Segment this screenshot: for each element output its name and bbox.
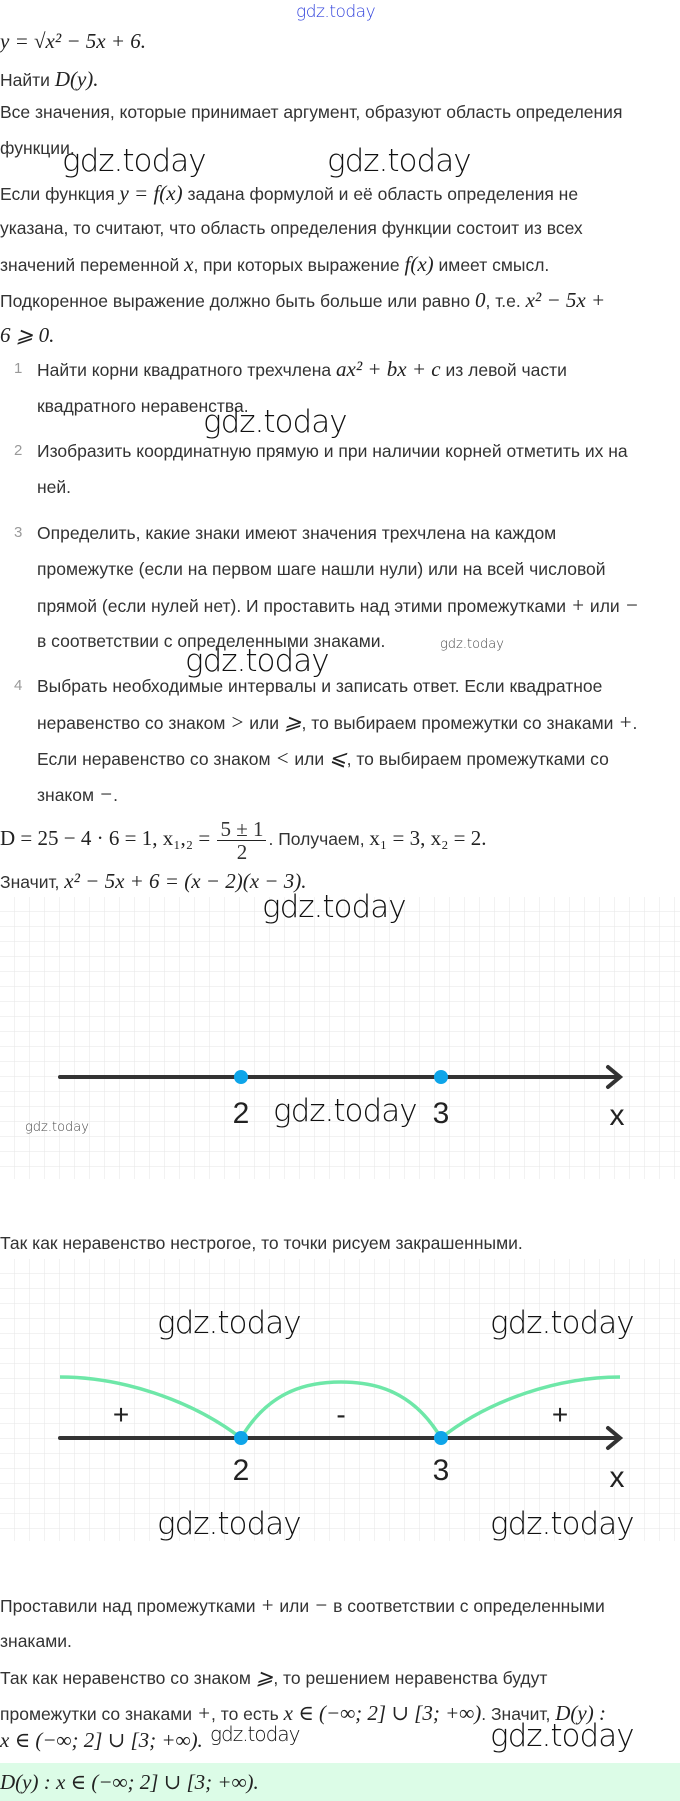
math-expression: x ∈ (−∞; 2] ∪ [3; +∞)	[283, 1701, 482, 1725]
watermark: gdz.today	[62, 143, 206, 179]
step-number: 4	[14, 677, 23, 694]
point-label: 3	[432, 1097, 450, 1130]
number-line-graph-1	[0, 897, 680, 1179]
math-expression: <	[275, 746, 290, 770]
step-text-line	[37, 711, 637, 734]
math-expression: ⩾	[255, 1665, 274, 1689]
explanation-line	[0, 217, 583, 239]
fraction-denominator: 2	[236, 840, 248, 864]
watermark: gdz.today	[273, 1093, 417, 1129]
text: ней.	[37, 477, 72, 497]
conclusion-line	[0, 1630, 72, 1652]
watermark: gdz.today	[440, 637, 504, 652]
math-expression: >	[230, 710, 245, 734]
text: прямой (если нулей нет). И проставить над этими промежутками	[37, 596, 571, 616]
text: неравенство со знаком	[37, 713, 231, 733]
step-text-line	[37, 558, 606, 580]
math-expression: D(y) :	[555, 1701, 606, 1725]
text: .	[632, 713, 638, 733]
sign-label: -	[336, 1399, 346, 1430]
discriminant-formula: D = 25 − 4 · 6 = 1, x₁,₂ =	[0, 826, 216, 851]
answer-text	[0, 1771, 259, 1794]
text: Все значения, которые принимает аргумент, образуют область определения	[0, 102, 623, 122]
conclusion-line	[0, 1666, 547, 1689]
text: Так как неравенство нестрогое, то точки рисуем закрашенными.	[0, 1233, 523, 1253]
text: , то есть	[211, 1704, 284, 1724]
math-expression: −	[624, 593, 639, 617]
math-expression: −	[98, 782, 114, 806]
point-label: 3	[432, 1454, 450, 1487]
text: функции.	[0, 138, 75, 158]
watermark: gdz.today	[490, 1506, 634, 1542]
text: .	[113, 785, 118, 805]
text: , то выбираем промежутками со	[346, 749, 609, 769]
text: квадратного неравенства.	[37, 396, 249, 416]
step-number: 2	[14, 442, 23, 459]
text: Проставили над промежутками	[0, 1596, 261, 1616]
text: Если неравенство со знаком	[37, 749, 276, 769]
text: из левой части	[440, 360, 567, 380]
step-text-line	[37, 358, 567, 381]
watermark: gdz.today	[203, 404, 347, 440]
grid	[0, 897, 680, 1179]
point-3	[434, 1070, 448, 1084]
math-expression: f(x)	[404, 252, 434, 276]
text: . Значит,	[481, 1704, 556, 1724]
math-expression: +	[196, 1701, 212, 1725]
text: Определить, какие знаки имеют значения трехчлена на каждом	[37, 523, 557, 543]
step-number: 3	[14, 524, 23, 541]
note-line	[0, 1232, 523, 1254]
watermark: gdz.today	[185, 643, 329, 679]
roots-fraction	[217, 818, 266, 863]
explanation-line	[0, 253, 549, 276]
math-expression: x	[184, 252, 194, 276]
text: . Получаем,	[268, 829, 370, 850]
watermark: gdz.today	[210, 1722, 300, 1746]
math-expression: D(y) : x ∈ (−∞; 2] ∪ [3; +∞).	[0, 1770, 259, 1794]
math-expression: y = f(x)	[119, 181, 183, 205]
text: Изобразить координатную прямую и при наличии корней отметить их на	[37, 441, 628, 461]
text: или	[244, 713, 284, 733]
text: Найти	[0, 70, 55, 90]
text: , то выбираем промежутки со знаками	[301, 713, 619, 733]
step-number: 1	[14, 360, 23, 377]
task-line	[0, 68, 99, 91]
text: Найти корни квадратного трехчлена	[37, 360, 336, 380]
math-expression: ⩽	[329, 746, 347, 770]
header-watermark: gdz.today	[296, 2, 376, 22]
step-text-line	[37, 440, 628, 462]
explanation-line	[0, 289, 605, 312]
text: промежутки со знаками	[0, 1704, 197, 1724]
math-expression: ⩾	[283, 710, 302, 734]
math-expression: x ∈ (−∞; 2] ∪ [3; +∞).	[0, 1728, 203, 1752]
text: , т.е.	[485, 291, 526, 311]
axis-label: x	[609, 1099, 625, 1132]
conclusion-line	[0, 1594, 605, 1617]
watermark: gdz.today	[157, 1305, 301, 1341]
math-expression: ax² + bx + c	[336, 357, 441, 381]
step-text-line	[37, 476, 71, 498]
math-expression: 0	[474, 288, 486, 312]
text: задана формулой и её область определения не	[182, 184, 579, 204]
text: или	[289, 749, 330, 769]
factorization-line	[0, 870, 306, 893]
text: Выбрать необходимые интервалы и записать ответ. Если квадратное	[37, 676, 603, 696]
math-expression: x² − 5x +	[525, 288, 606, 312]
text: или	[585, 596, 625, 616]
fraction-numerator: 5 ± 1	[217, 818, 266, 841]
text: указана, то считают, что область определения функции состоит из всех	[0, 218, 583, 238]
roots-values: x₁ = 3, x₂ = 2.	[369, 826, 487, 851]
discriminant-line	[0, 818, 487, 863]
axis-label: x	[609, 1461, 625, 1494]
math-expression: x² − 5x + 6 = (x − 2)(x − 3).	[64, 869, 307, 893]
text: знаком	[37, 785, 99, 805]
sign-label: +	[551, 1399, 569, 1430]
function-formula	[0, 30, 146, 53]
sign-chart-graph	[0, 1259, 680, 1541]
inequality-line	[0, 324, 54, 347]
watermark: gdz.today	[327, 143, 471, 179]
sign-label: +	[112, 1399, 130, 1430]
text: промежутке (если на первом шаге нашли нули) или на всей числовой	[37, 559, 606, 579]
watermark: gdz.today	[157, 1506, 301, 1542]
text: , при которых выражение	[193, 255, 405, 275]
answer-box	[0, 1763, 680, 1801]
text: , то решением неравенства будут	[273, 1668, 548, 1688]
step-text-line	[37, 747, 609, 770]
point-2	[234, 1070, 248, 1084]
math-expression: +	[260, 1593, 275, 1617]
text: Если функция	[0, 184, 120, 204]
math-expression: −	[314, 1593, 329, 1617]
point-2	[234, 1431, 248, 1445]
text: значений переменной	[0, 255, 185, 275]
step-text-line	[37, 594, 639, 617]
watermark: gdz.today	[490, 1718, 634, 1754]
math-expression: 6 ⩾ 0.	[0, 323, 55, 347]
text: знаками.	[0, 1631, 72, 1651]
watermark: gdz.today	[490, 1305, 634, 1341]
text: имеет смысл.	[433, 255, 550, 275]
watermark: gdz.today	[262, 889, 406, 925]
point-3	[434, 1431, 448, 1445]
watermark: gdz.today	[25, 1120, 89, 1135]
text: Подкоренное выражение должно быть больше или равно	[0, 291, 475, 311]
text: в соответствии с определенными знаками.	[37, 631, 386, 651]
math-expression: D(y).	[54, 67, 99, 91]
math-expression: +	[618, 710, 633, 734]
conclusion-line	[0, 1729, 203, 1752]
math-expression: +	[570, 593, 586, 617]
point-label: 2	[232, 1454, 250, 1487]
step-text-line	[37, 522, 556, 544]
text: Значит,	[0, 872, 65, 892]
point-label: 2	[232, 1097, 250, 1130]
text: или	[274, 1596, 315, 1616]
text: в соответствии с определенными	[328, 1596, 605, 1616]
text: Так как неравенство со знаком	[0, 1668, 256, 1688]
math-expression: y = √x² − 5x + 6.	[0, 29, 147, 53]
definition-line	[0, 101, 622, 123]
step-text-line	[37, 783, 118, 806]
explanation-line	[0, 182, 578, 205]
